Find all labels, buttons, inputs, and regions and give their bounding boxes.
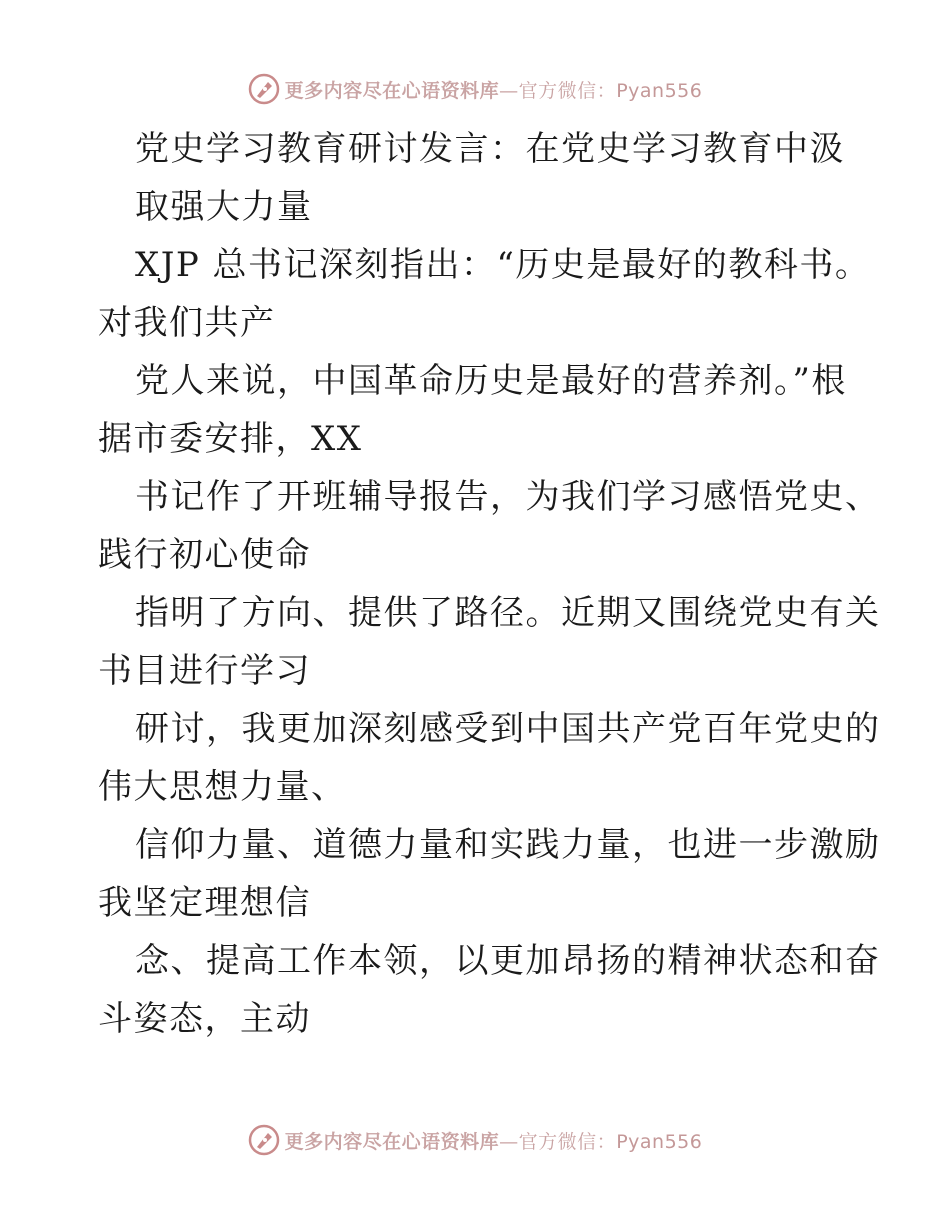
- document-text-line: 信仰力量、道德力量和实践力量，也进一步激励: [135, 825, 881, 865]
- document-text-line: 伟大思想力量、: [98, 767, 347, 807]
- watermark-wechat-id: Pyan556: [616, 79, 703, 102]
- pen-nib-logo-icon: [248, 1124, 280, 1156]
- watermark-wechat-label: 官方微信：: [518, 79, 617, 102]
- watermark-wechat-label: 官方微信：: [518, 1130, 617, 1153]
- document-text-line: 研讨，我更加深刻感受到中国共产党百年党史的: [135, 709, 881, 749]
- document-text-line: 书记作了开班辅导报告，为我们学习感悟党史、: [135, 477, 881, 517]
- document-text-line: 指明了方向、提供了路径。近期又围绕党史有关: [135, 593, 881, 633]
- document-body: [98, 120, 881, 1048]
- header-watermark: [0, 72, 950, 106]
- document-text-line: 党人来说，中国革命历史是最好的营养剂。”根: [135, 361, 847, 401]
- document-title-line: 取强大力量: [135, 187, 313, 227]
- document-text-line: 斗姿态，主动: [98, 999, 311, 1039]
- document-title-line: 党史学习教育研讨发言：在党史学习教育中汲: [135, 129, 845, 169]
- footer-watermark: [0, 1123, 950, 1157]
- watermark-dash: —: [499, 1130, 519, 1153]
- document-text-line: XJP 总书记深刻指出：“历史是最好的教科书。: [135, 245, 871, 285]
- document-text-line: 对我们共产: [98, 303, 276, 343]
- document-text-line: 据市委安排，XX: [98, 419, 363, 459]
- watermark-text: 更多内容尽在心语资料库: [284, 1130, 500, 1153]
- watermark-text: 更多内容尽在心语资料库: [284, 79, 500, 102]
- watermark-dash: —: [499, 79, 519, 102]
- document-text-line: 践行初心使命: [98, 535, 311, 575]
- pen-nib-logo-icon: [248, 73, 280, 105]
- watermark-wechat-id: Pyan556: [616, 1130, 703, 1153]
- document-text-line: 我坚定理想信: [98, 883, 311, 923]
- document-text-line: 念、提高工作本领，以更加昂扬的精神状态和奋: [135, 941, 881, 981]
- document-text-line: 书目进行学习: [98, 651, 311, 691]
